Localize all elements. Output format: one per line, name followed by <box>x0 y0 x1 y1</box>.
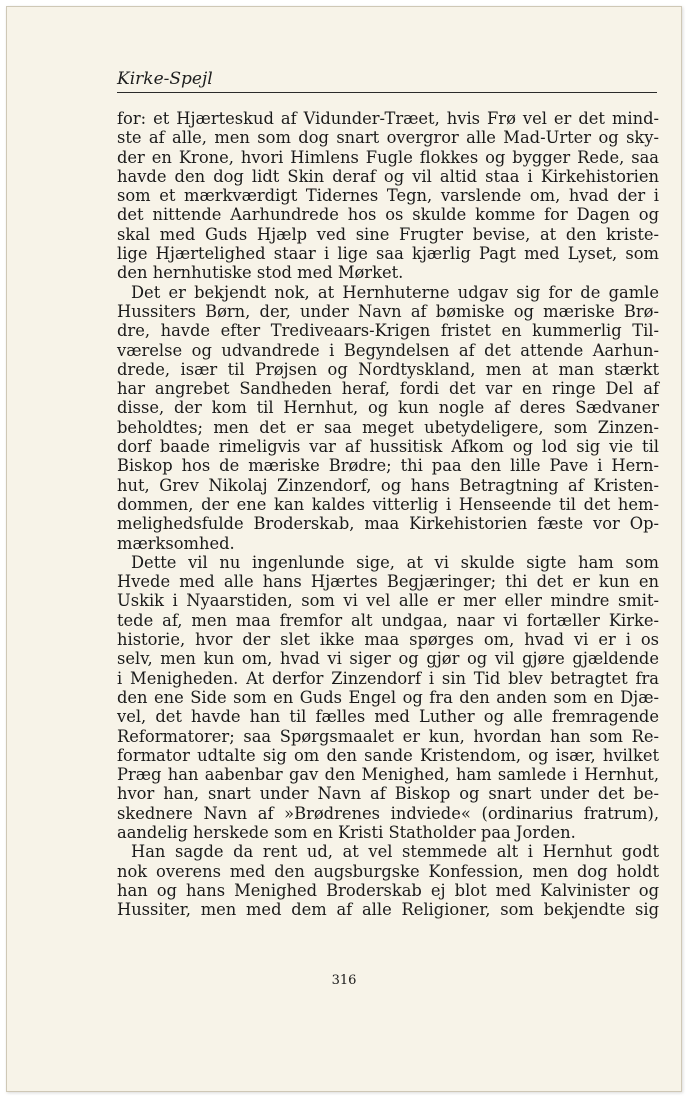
page-number: 316 <box>331 973 357 988</box>
text-line: Han sagde da rent ud, at vel stemmede alt i Hernhut godt <box>131 842 659 862</box>
text-line: nok overens med den augsburgske Konfession, men dog holdt <box>117 861 659 881</box>
text-line: værelse og udvandrede i Begyndelsen af det attende Aarhun- <box>117 340 659 360</box>
text-line: beholdtes; men det er saa meget ubetydeligere, som Zinzen- <box>117 417 659 437</box>
body-text <box>117 109 659 919</box>
text-line: selv, men kun om, hvad vi siger og gjør og vil gjøre gjældende <box>117 649 659 669</box>
book-page <box>6 6 682 1092</box>
text-line: hvor han, snart under Navn af Biskop og snart under det be- <box>117 784 659 804</box>
text-line: har angrebet Sandheden heraf, fordi det var en ringe Del af <box>117 379 659 399</box>
text-line: Præg han aabenbar gav den Menighed, ham samlede i Hernhut, <box>117 765 659 785</box>
text-line: den hernhutiske stod med Mørket. <box>117 263 404 283</box>
text-line: for: et Hjærteskud af Vidunder-Træet, hvis Frø vel er det mind- <box>117 109 659 128</box>
text-line: dommen, der ene kan kaldes vitterlig i Henseende til det hem- <box>117 494 659 514</box>
text-line: disse, der kom til Hernhut, og kun nogle af deres Sædvaner <box>117 398 659 418</box>
text-line: havde den dog lidt Skin deraf og vil altid staa i Kirkehistorien <box>117 166 659 186</box>
text-line: mærksomhed. <box>117 533 235 553</box>
text-line: Reformatorer; saa Spørgsmaalet er kun, hvordan han som Re- <box>117 726 659 746</box>
text-line: formator udtalte sig om den sande Kristendom, og især, hvilket <box>117 745 659 765</box>
text-line: historie, hvor der slet ikke maa spørges om, hvad vi er i os <box>117 630 659 650</box>
text-line: han og hans Menighed Broderskab ej blot med Kalvinister og <box>117 880 659 900</box>
text-line: den ene Side som en Guds Engel og fra den anden som en Djæ- <box>117 687 659 707</box>
running-head: Kirke-Spejl <box>117 69 657 93</box>
text-line: aandelig herskede som en Kristi Statholder paa Jorden. <box>117 822 576 842</box>
text-line: dorf baade rimeligvis var af hussitisk Afkom og lod sig vie til <box>117 437 659 457</box>
text-line: der en Krone, hvori Himlens Fugle flokkes og bygger Rede, saa <box>117 147 659 167</box>
text-line: tede af, men maa fremfor alt undgaa, naar vi fortæller Kirke- <box>117 610 659 630</box>
text-line: Hussiters Børn, der, under Navn af bømiske og mæriske Brø- <box>117 301 659 321</box>
text-line: Biskop hos de mæriske Brødre; thi paa den lille Pave i Hern- <box>117 456 659 476</box>
text-line: Det er bekjendt nok, at Hernhuterne udgav sig for de gamle <box>131 282 659 302</box>
text-line: det nittende Aarhundrede hos os skulde komme for Dagen og <box>117 205 659 225</box>
text-line: skednere Navn af »Brødrenes indviede« (ordinarius fratrum), <box>117 803 659 823</box>
text-line: Hussiter, men med dem af alle Religioner, som bekjendte sig <box>117 900 659 920</box>
text-line: lige Hjærtelighed staar i lige saa kjærlig Pagt med Lyset, som <box>117 244 659 264</box>
text-line: melighedsfulde Broderskab, maa Kirkehistorien fæste vor Op- <box>117 514 659 534</box>
text-line: hut, Grev Nikolaj Zinzendorf, og hans Betragtning af Kristen- <box>117 475 659 495</box>
text-line: Dette vil nu ingenlunde sige, at vi skulde sigte ham som <box>131 552 659 572</box>
text-line: vel, det havde han til fælles med Luther og alle fremragende <box>117 707 659 727</box>
text-line: skal med Guds Hjælp ved sine Frugter bevise, at den kriste- <box>117 224 659 244</box>
text-line: dre, havde efter Trediveaars-Krigen fristet en kummerlig Til- <box>117 321 659 341</box>
text-line: drede, især til Prøjsen og Nordtyskland, men at man stærkt <box>117 359 659 379</box>
text-line: Hvede med alle hans Hjærtes Begjæringer; thi det er kun en <box>117 572 659 592</box>
text-line: Uskik i Nyaarstiden, som vi vel alle er mer eller mindre smit- <box>117 591 659 611</box>
text-line: i Menigheden. At derfor Zinzendorf i sin Tid blev betragtet fra <box>117 668 659 688</box>
text-line: som et mærkværdigt Tidernes Tegn, varslende om, hvad der i <box>117 186 659 206</box>
text-line: ste af alle, men som dog snart overgror alle Mad-Urter og sky- <box>117 128 659 148</box>
